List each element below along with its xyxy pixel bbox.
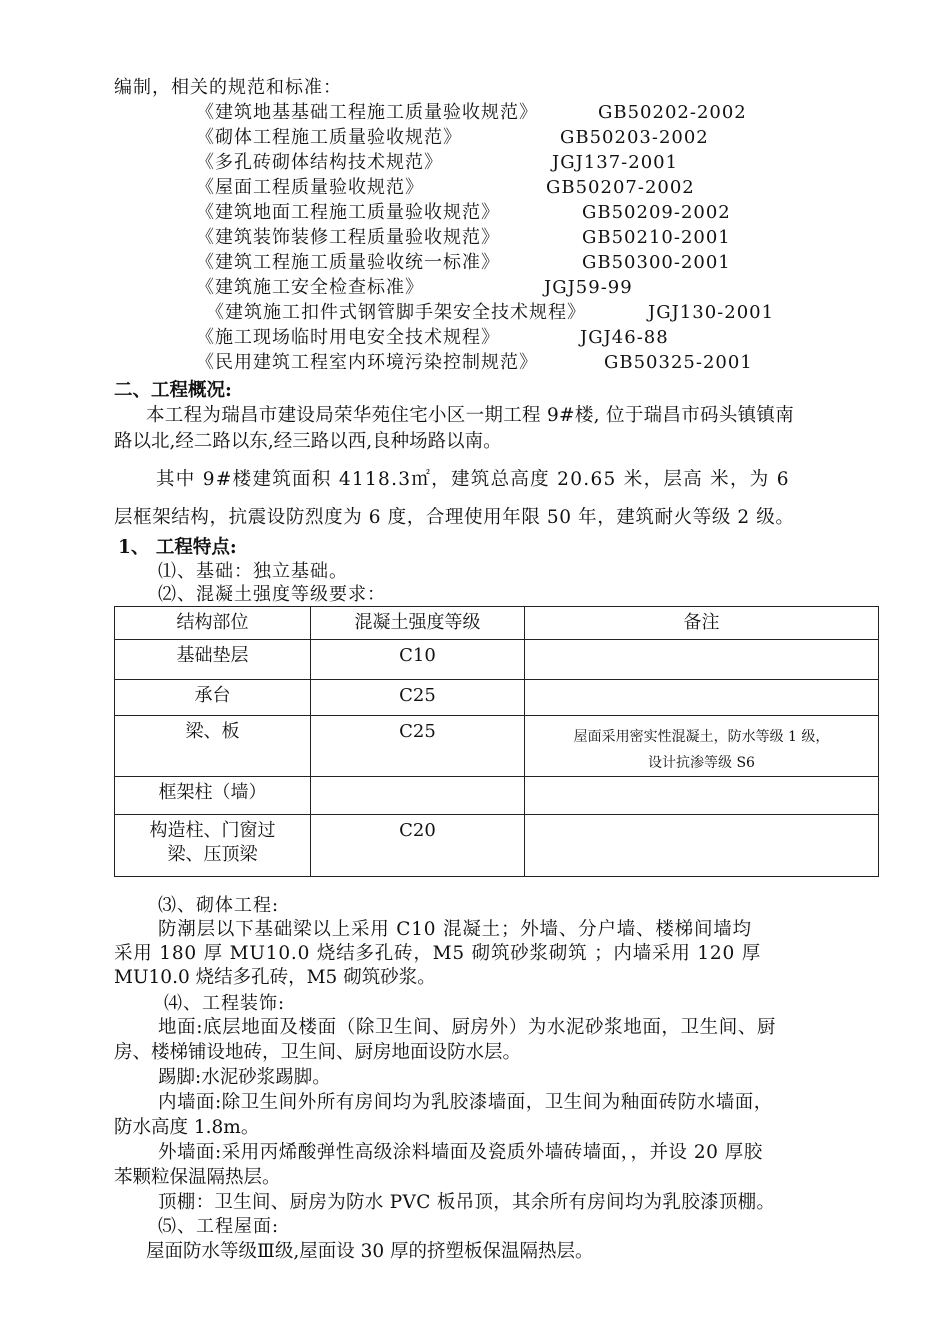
table-cell: C10 bbox=[311, 640, 525, 680]
column-header: 混凝土强度等级 bbox=[311, 607, 525, 640]
paragraph-line: 外墙面:采用丙烯酸弹性高级涂料墙面及瓷质外墙砖墙面，，并设 20 厚胶 bbox=[158, 1142, 763, 1163]
table-row bbox=[115, 815, 879, 877]
intro-text: 编制，相关的规范和标准： bbox=[114, 77, 342, 98]
table-cell bbox=[525, 716, 879, 777]
note-line: 屋面采用密实性混凝土，防水等级 1 级， bbox=[573, 729, 830, 745]
paragraph-line: 内墙面:除卫生间外所有房间均为乳胶漆墙面，卫生间为釉面砖防水墙面， bbox=[158, 1092, 773, 1113]
table-header-row bbox=[115, 607, 879, 640]
paragraph-line: 层框架结构，抗震设防烈度为 6 度，合理使用年限 50 年，建筑耐火等级 2 级。 bbox=[114, 507, 795, 528]
standard-name: 《屋面工程质量验收规范》 bbox=[196, 177, 424, 198]
table-cell: 框架柱（墙） bbox=[115, 777, 311, 815]
standard-code: GB50209-2002 bbox=[582, 202, 731, 223]
cell-line: 梁、压顶梁 bbox=[167, 844, 258, 865]
paragraph-line: 顶棚：卫生间、厨房为防水 PVC 板吊顶，其余所有房间均为乳胶漆顶棚。 bbox=[158, 1192, 776, 1213]
table-cell: 基础垫层 bbox=[115, 640, 311, 680]
standard-name: 《施工现场临时用电安全技术规程》 bbox=[196, 327, 500, 348]
table-cell bbox=[525, 777, 879, 815]
subsection-heading: ⑶、砌体工程: bbox=[158, 895, 280, 916]
table-cell bbox=[525, 680, 879, 716]
standard-name: 《建筑施工扣件式钢管脚手架安全技术规程》 bbox=[206, 302, 586, 323]
paragraph-line: 采用 180 厚 MU10.0 烧结多孔砖，M5 砌筑砂浆砌筑 ；内墙采用 120 厚 bbox=[114, 943, 762, 964]
paragraph-line: 屋面防水等级Ⅲ级,屋面设 30 厚的挤塑板保温隔热层。 bbox=[146, 1241, 594, 1262]
table-cell bbox=[525, 815, 879, 877]
standard-name: 《砌体工程施工质量验收规范》 bbox=[196, 127, 462, 148]
column-header: 结构部位 bbox=[115, 607, 311, 640]
standard-code: JGJ130-2001 bbox=[648, 302, 775, 323]
standard-name: 《建筑地面工程施工质量验收规范》 bbox=[196, 202, 500, 223]
paragraph-line: 房、楼梯铺设地砖，卫生间、厨房地面设防水层。 bbox=[114, 1042, 522, 1063]
paragraph-line: 本工程为瑞昌市建设局荣华苑住宅小区一期工程 9#楼, 位于瑞昌市码头镇镇南 bbox=[146, 405, 795, 426]
feature-item: ⑴、基础：独立基础。 bbox=[158, 561, 348, 582]
table-row bbox=[115, 640, 879, 680]
standard-code: GB50203-2002 bbox=[560, 127, 709, 148]
table-row bbox=[115, 716, 879, 777]
feature-item: ⑵、混凝土强度等级要求： bbox=[158, 584, 386, 605]
table-cell bbox=[525, 640, 879, 680]
standard-name: 《民用建筑工程室内环境污染控制规范》 bbox=[196, 352, 538, 373]
paragraph-line: MU10.0 烧结多孔砖，M5 砌筑砂浆。 bbox=[114, 967, 436, 988]
standard-code: GB50325-2001 bbox=[604, 352, 753, 373]
table-cell: 承台 bbox=[115, 680, 311, 716]
standard-code: JGJ137-2001 bbox=[552, 152, 679, 173]
table-cell: C25 bbox=[311, 680, 525, 716]
concrete-grade-table bbox=[114, 606, 879, 877]
paragraph-line: 路以北,经二路以东,经三路以西,良种场路以南。 bbox=[114, 431, 502, 452]
table-row bbox=[115, 777, 879, 815]
paragraph-line: 其中 9#楼建筑面积 4118.3㎡，建筑总高度 20.65 米，层高 米，为 6 bbox=[156, 469, 790, 490]
subsection-heading: ⑸、工程屋面: bbox=[158, 1216, 280, 1237]
subsection-heading: 1、 工程特点: bbox=[118, 537, 237, 558]
note-line: 设计抗渗等级 S6 bbox=[648, 755, 755, 771]
standard-code: JGJ59-99 bbox=[544, 277, 633, 298]
standard-name: 《建筑施工安全检查标准》 bbox=[196, 277, 424, 298]
paragraph-line: 苯颗粒保温隔热层。 bbox=[114, 1167, 281, 1188]
standard-name: 《建筑装饰装修工程质量验收规范》 bbox=[196, 227, 500, 248]
paragraph-line: 防潮层以下基础梁以上采用 C10 混凝土；外墙、分户墙、楼梯间墙均 bbox=[158, 919, 752, 940]
table-row bbox=[115, 680, 879, 716]
table-cell: C20 bbox=[311, 815, 525, 877]
standard-name: 《建筑工程施工质量验收统一标准》 bbox=[196, 252, 500, 273]
table-cell: 梁、板 bbox=[115, 716, 311, 777]
standard-code: GB50207-2002 bbox=[546, 177, 695, 198]
standard-code: GB50300-2001 bbox=[582, 252, 731, 273]
paragraph-line: 地面:底层地面及楼面（除卫生间、厨房外）为水泥砂浆地面，卫生间、厨 bbox=[158, 1017, 777, 1038]
cell-line: 构造柱、门窗过 bbox=[149, 820, 276, 841]
table-cell: C25 bbox=[311, 716, 525, 777]
standard-code: GB50210-2001 bbox=[582, 227, 731, 248]
paragraph-line: 防水高度 1.8m。 bbox=[114, 1117, 260, 1138]
table-cell bbox=[311, 777, 525, 815]
standard-name: 《建筑地基基础工程施工质量验收规范》 bbox=[196, 102, 538, 123]
column-header: 备注 bbox=[525, 607, 879, 640]
standard-code: JGJ46-88 bbox=[580, 327, 669, 348]
table-cell bbox=[115, 815, 311, 877]
subsection-heading: ⑷、工程装饰: bbox=[164, 993, 286, 1014]
paragraph-line: 踢脚:水泥砂浆踢脚。 bbox=[158, 1067, 331, 1088]
section-heading: 二、工程概况: bbox=[114, 380, 232, 401]
standard-code: GB50202-2002 bbox=[598, 102, 747, 123]
standard-name: 《多孔砖砌体结构技术规范》 bbox=[196, 152, 443, 173]
